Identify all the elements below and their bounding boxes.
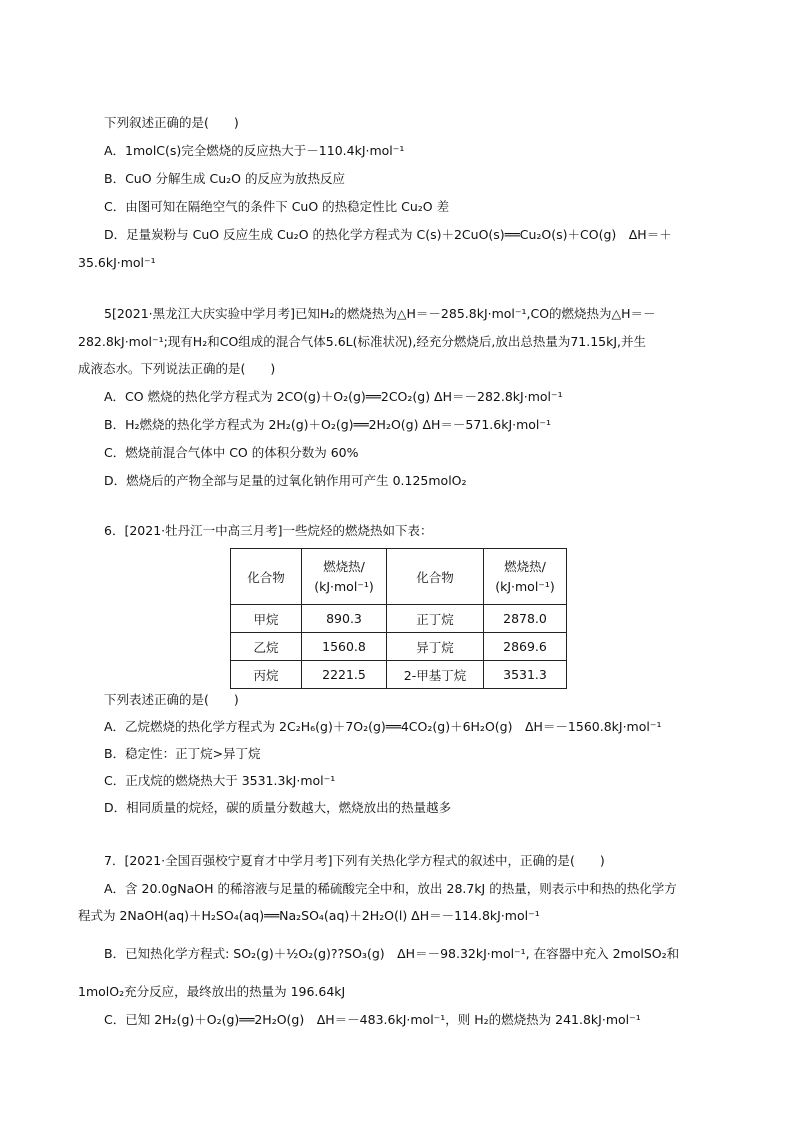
text-line: 7．[2021·全国百强校宁夏育才中学月考]下列有关热化学方程式的叙述中，正确的是( )	[104, 853, 605, 868]
text-line: C．已知 2H₂(g)＋O₂(g)══2H₂O(g) ΔH＝－483.6kJ·mol⁻¹，则 H₂的燃烧热为 241.8kJ·mol⁻¹	[104, 1012, 641, 1027]
header-heat-1-line2: (kJ·mol⁻¹)	[314, 578, 374, 594]
table-cell: 乙烷	[231, 633, 302, 661]
table-cell: 丙烷	[231, 661, 302, 689]
text-line: 程式为 2NaOH(aq)＋H₂SO₄(aq)══Na₂SO₄(aq)＋2H₂O(l) ΔH＝－114.8kJ·mol⁻¹	[78, 908, 540, 923]
text-line: 5[2021·黑龙江大庆实验中学月考]已知H₂的燃烧热为△H＝－285.8kJ·mol⁻¹,CO的燃烧热为△H＝－	[104, 306, 656, 321]
header-heat-1-line1: 燃烧热/	[323, 558, 365, 574]
header-heat-2-line2: (kJ·mol⁻¹)	[495, 578, 555, 594]
text-line: D．燃烧后的产物全部与足量的过氧化钠作用可产生 0.125molO₂	[104, 473, 467, 488]
text-line: 6．[2021·牡丹江一中高三月考]一些烷烃的燃烧热如下表：	[104, 523, 433, 538]
header-compound-1: 化合物	[231, 549, 302, 605]
text-line: B．CuO 分解生成 Cu₂O 的反应为放热反应	[104, 171, 345, 186]
text-line: A．含 20.0gNaOH 的稀溶液与足量的稀硫酸完全中和，放出 28.7kJ 的热量，则表示中和热的热化学方	[104, 881, 677, 896]
text-line: B．稳定性：正丁烷>异丁烷	[104, 746, 261, 761]
table-cell: 异丁烷	[387, 633, 484, 661]
text-line: 1molO₂充分反应，最终放出的热量为 196.64kJ	[78, 984, 346, 999]
text-line: 下列表述正确的是( )	[104, 692, 239, 707]
table-cell: 2878.0	[484, 605, 567, 633]
table-cell: 890.3	[302, 605, 387, 633]
table-cell: 3531.3	[484, 661, 567, 689]
table-row	[231, 633, 567, 661]
table-header-row	[231, 549, 567, 605]
text-line: C．由图可知在隔绝空气的条件下 CuO 的热稳定性比 Cu₂O 差	[104, 199, 450, 214]
table-row	[231, 661, 567, 689]
text-line: 35.6kJ·mol⁻¹	[78, 255, 156, 270]
text-line: 成液态水。下列说法正确的是( )	[78, 361, 276, 376]
text-line: 下列叙述正确的是( )	[104, 115, 239, 130]
header-heat-1	[302, 549, 387, 605]
header-compound-2: 化合物	[387, 549, 484, 605]
combustion-heat-table	[230, 548, 567, 689]
text-line: D．相同质量的烷烃，碳的质量分数越大，燃烧放出的热量越多	[104, 800, 452, 815]
table-cell: 2869.6	[484, 633, 567, 661]
header-heat-2-line1: 燃烧热/	[504, 558, 546, 574]
text-line: 282.8kJ·mol⁻¹;现有H₂和CO组成的混合气体5.6L(标准状况),经充分燃烧后,放出总热量为71.15kJ,并生	[78, 334, 647, 349]
table-cell: 2-甲基丁烷	[387, 661, 484, 689]
text-line: C．燃烧前混合气体中 CO 的体积分数为 60%	[104, 445, 359, 460]
text-line: C．正戊烷的燃烧热大于 3531.3kJ·mol⁻¹	[104, 773, 336, 788]
table-row	[231, 605, 567, 633]
table-cell: 2221.5	[302, 661, 387, 689]
text-line: D．足量炭粉与 CuO 反应生成 Cu₂O 的热化学方程式为 C(s)＋2CuO(s)══Cu₂O(s)＋CO(g) ΔH＝＋	[104, 227, 672, 242]
table-cell: 甲烷	[231, 605, 302, 633]
table-cell: 正丁烷	[387, 605, 484, 633]
text-line: A．1molC(s)完全燃烧的反应热大于－110.4kJ·mol⁻¹	[104, 143, 405, 158]
header-heat-2	[484, 549, 567, 605]
text-line: B．已知热化学方程式: SO₂(g)＋½O₂(g)??SO₃(g) ΔH＝－98.32kJ·mol⁻¹, 在容器中充入 2molSO₂和	[104, 946, 680, 961]
text-line: A．CO 燃烧的热化学方程式为 2CO(g)＋O₂(g)══2CO₂(g) ΔH＝－282.8kJ·mol⁻¹	[104, 389, 563, 404]
text-line: A．乙烷燃烧的热化学方程式为 2C₂H₆(g)＋7O₂(g)══4CO₂(g)＋6H₂O(g) ΔH＝－1560.8kJ·mol⁻¹	[104, 719, 662, 734]
table-cell: 1560.8	[302, 633, 387, 661]
text-line: B．H₂燃烧的热化学方程式为 2H₂(g)＋O₂(g)══2H₂O(g) ΔH＝－571.6kJ·mol⁻¹	[104, 417, 552, 432]
